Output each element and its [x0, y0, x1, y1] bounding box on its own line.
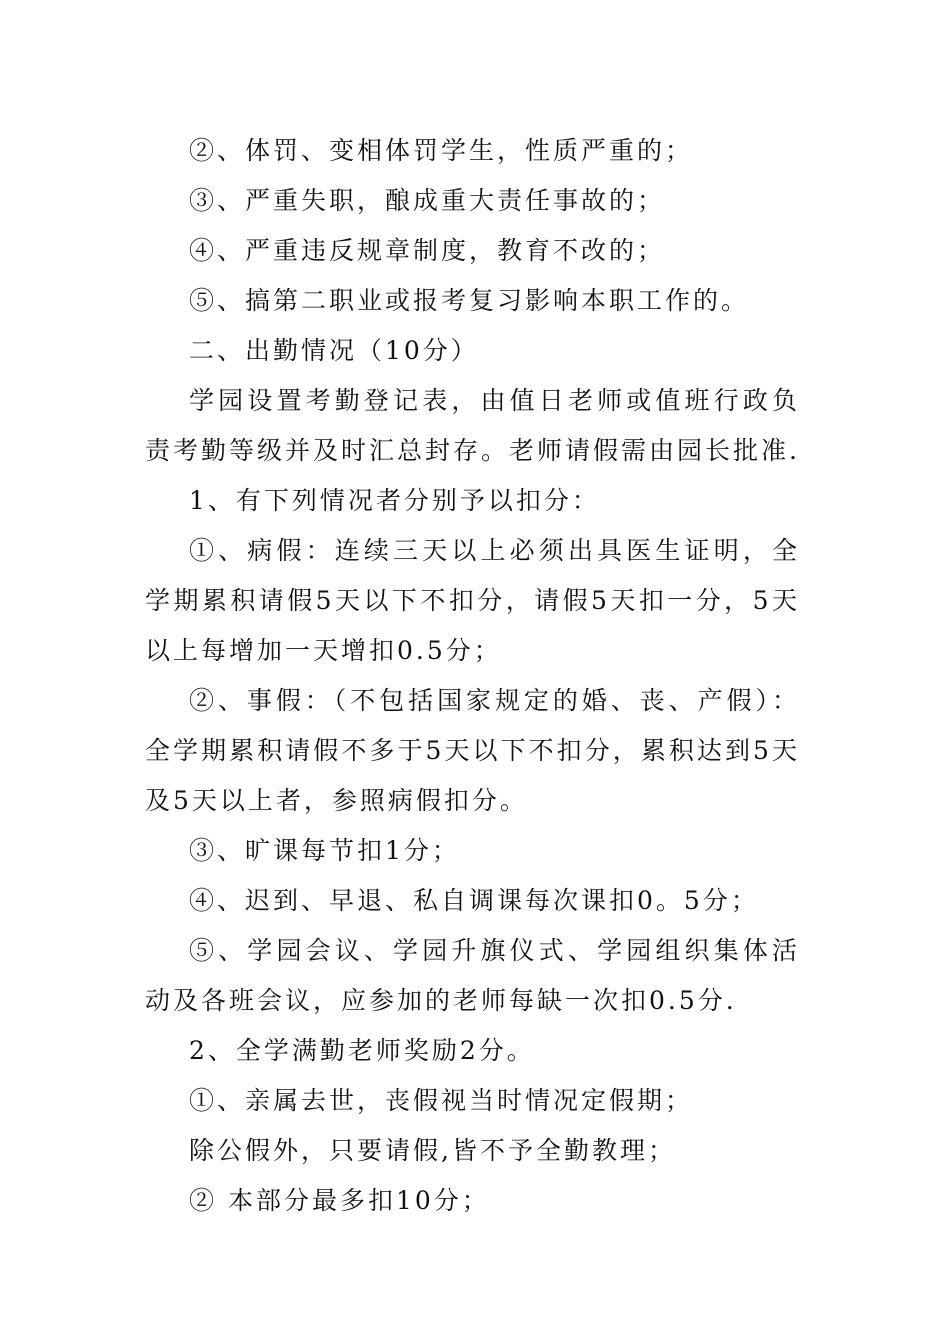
- paragraph: ④、严重违反规章制度，教育不改的；: [189, 236, 666, 265]
- section-heading: 二、出勤情况（10分）: [189, 336, 479, 365]
- paragraph: 学园设置考勤登记表，由值日老师或值班行政负责考勤等级并及时汇总封存。老师请假需由园长批准.: [145, 386, 800, 465]
- paragraph: ⑤、学园会议、学园升旗仪式、学园组织集体活动及各班会议，应参加的老师每缺一次扣0.5分.: [145, 936, 800, 1015]
- paragraph: 除公假外，只要请假,皆不予全勤教理；: [189, 1136, 676, 1165]
- paragraph: ⑤、搞第二职业或报考复习影响本职工作的。: [189, 286, 750, 315]
- paragraph: ①、亲属去世，丧假视当时情况定假期；: [189, 1086, 694, 1115]
- document-body: [145, 126, 800, 1226]
- paragraph: ② 本部分最多扣10分；: [189, 1186, 490, 1215]
- paragraph: ②、事假：（不包括国家规定的婚、丧、产假）：全学期累积请假不多于5天以下不扣分，累积达到5天及5天以上者，参照病假扣分。: [145, 686, 800, 815]
- paragraph: ③、旷课每节扣1分；: [189, 836, 460, 865]
- paragraph: 1、有下列情况者分别予以扣分：: [189, 486, 600, 515]
- paragraph: ④、迟到、早退、私自调课每次课扣0。5分；: [189, 886, 759, 915]
- paragraph: 2、全学满勤老师奖励2分。: [189, 1036, 535, 1065]
- paragraph: ①、病假：连续三天以上必须出具医生证明，全学期累积请假5天以下不扣分，请假5天扣一分，5天以上每增加一天增扣0.5分；: [145, 536, 800, 665]
- paragraph: ②、体罚、变相体罚学生，性质严重的；: [189, 136, 694, 165]
- paragraph: ③、严重失职，酿成重大责任事故的；: [189, 186, 666, 215]
